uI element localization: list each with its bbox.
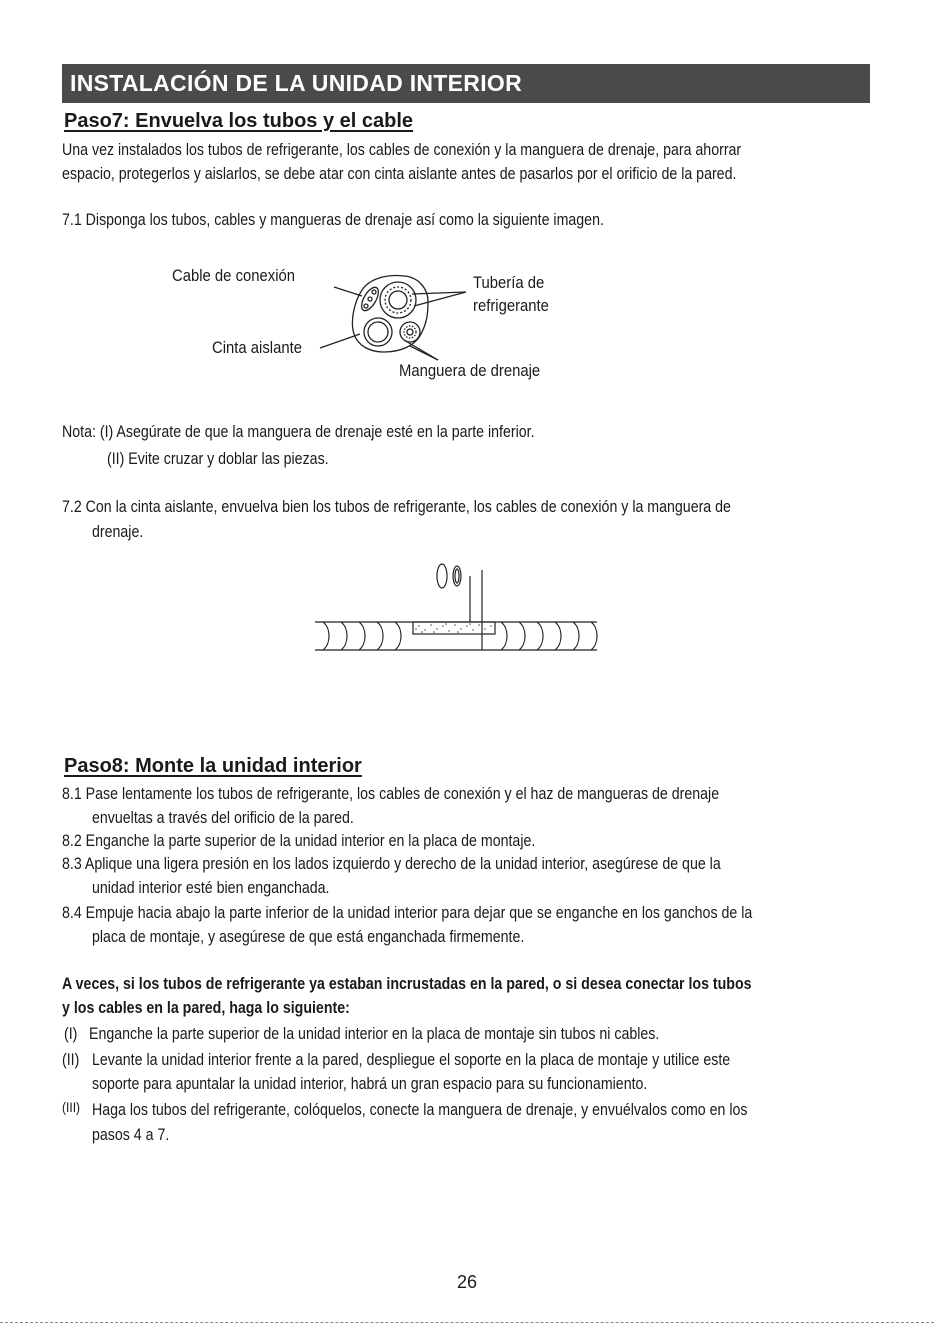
nota-line-1: Nota: (I) Asegúrate de que la manguera de drenaje esté en la parte inferior.	[62, 423, 535, 441]
step-8-4-line-2: placa de montaje, y asegúrese de que está enganchada firmemente.	[92, 928, 525, 946]
step-8-3-line-1: 8.3 Aplique una ligera presión en los lados izquierdo y derecho de la unidad interior, asegúrese de que la	[62, 855, 721, 873]
paso8-note-line-1: A veces, si los tubos de refrigerante ya estaban incrustadas en la pared, o si desea conectar los tubos	[62, 975, 752, 993]
step-7-1: 7.1 Disponga los tubos, cables y mangueras de drenaje así como la siguiente imagen.	[62, 211, 604, 229]
step-7-2-line-1: 7.2 Con la cinta aislante, envuelva bien los tubos de refrigerante, los cables de conexión y la manguera de	[62, 498, 731, 516]
label-cinta-aislante: Cinta aislante	[212, 339, 302, 357]
item-i-text: Enganche la parte superior de la unidad interior en la placa de montaje sin tubos ni cables.	[89, 1025, 660, 1043]
section-banner: INSTALACIÓN DE LA UNIDAD INTERIOR	[62, 64, 870, 103]
step-8-2: 8.2 Enganche la parte superior de la unidad interior en la placa de montaje.	[62, 832, 536, 850]
paso7-intro-line-1: Una vez instalados los tubos de refrigerante, los cables de conexión y la manguera de drenaje, para ahorrar	[62, 141, 742, 159]
paso7-heading: Paso7: Envuelva los tubos y el cable	[64, 110, 414, 132]
item-iii-number: (III)	[62, 1099, 81, 1115]
paso7-intro-line-2: espacio, protegerlos y aislarlos, se debe atar con cinta aislante antes de pasarlos por el orificio de la pared.	[62, 165, 737, 183]
item-ii-number: (II)	[62, 1051, 80, 1069]
bottom-divider	[0, 1322, 934, 1323]
step-7-2-line-2: drenaje.	[92, 523, 144, 541]
step-8-1-line-1: 8.1 Pase lentamente los tubos de refrigerante, los cables de conexión y el haz de mangueras de drenaje	[62, 785, 720, 803]
paso8-note-line-2: y los cables en la pared, haga lo siguiente:	[62, 999, 350, 1017]
item-ii-text: Levante la unidad interior frente a la pared, despliegue el soporte en la placa de montaje y utilice este	[92, 1051, 731, 1069]
item-i-number: (I)	[64, 1025, 78, 1043]
step-8-4-line-1: 8.4 Empuje hacia abajo la parte inferior de la unidad interior para dejar que se enganche en los ganchos de la	[62, 904, 753, 922]
nota-line-2: (II) Evite cruzar y doblar las piezas.	[107, 450, 329, 468]
wrapped-bundle-diagram	[315, 556, 605, 656]
item-ii-text-cont: soporte para apuntalar la unidad interior, habrá un gran espacio para su funcionamiento.	[92, 1075, 648, 1093]
step-8-3-line-2: unidad interior esté bien enganchada.	[92, 879, 330, 897]
label-manguera-drenaje: Manguera de drenaje	[399, 362, 541, 380]
label-cable-conexion: Cable de conexión	[172, 267, 296, 285]
step-8-1-line-2: envueltas a través del orificio de la pared.	[92, 809, 354, 827]
label-tuberia-1: Tubería de	[473, 274, 545, 292]
page-number: 26	[456, 1272, 478, 1292]
label-tuberia-2: refrigerante	[473, 297, 549, 315]
paso8-heading: Paso8: Monte la unidad interior	[64, 755, 362, 777]
item-iii-text: Haga los tubos del refrigerante, colóquelos, conecte la manguera de drenaje, y envuélvalos como en los	[92, 1101, 748, 1119]
item-iii-text-cont: pasos 4 a 7.	[92, 1126, 170, 1144]
